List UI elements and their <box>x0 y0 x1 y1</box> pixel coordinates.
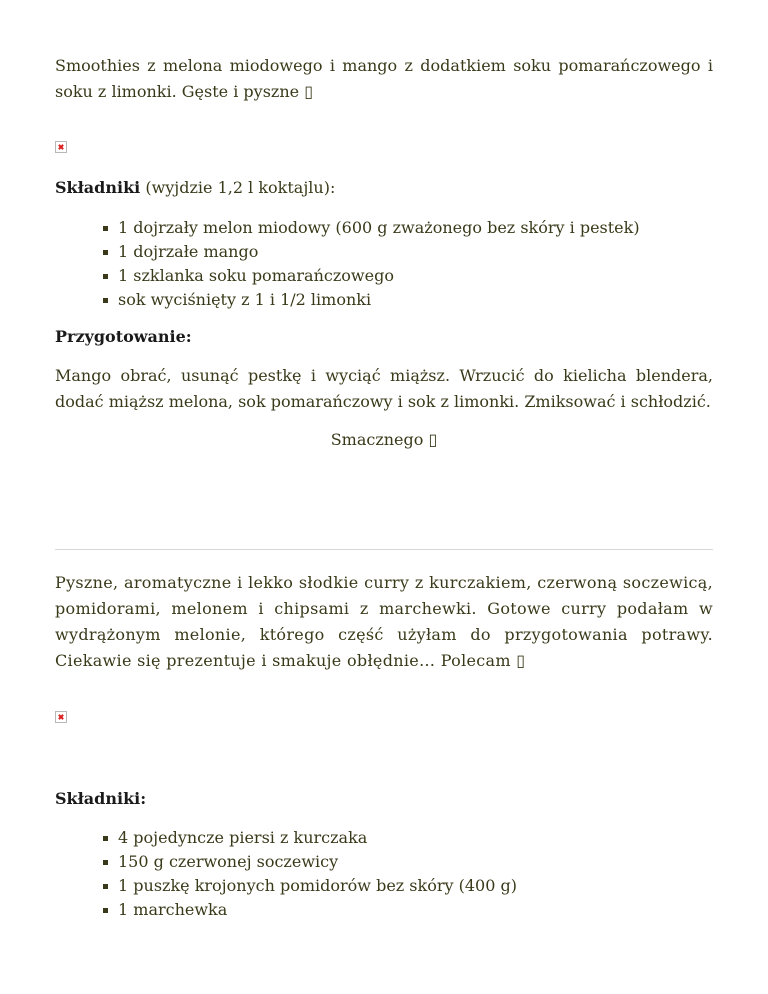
post1-ingredients-note: (wyjdzie 1,2 l koktajlu): <box>140 178 336 197</box>
post1-ingredients-label: Składniki <box>55 178 141 197</box>
broken-image-icon <box>55 141 67 153</box>
post1-ingredients-heading <box>55 175 713 201</box>
list-item: 1 dojrzałe mango <box>103 240 640 264</box>
post2-intro: Pyszne, aromatyczne i lekko słodkie curry z kurczakiem, czerwoną soczewicą, pomidorami, melonem i chipsami z marchewki. Gotowe curry podałam w wydrążonym melonie, którego część użyłam do przygotowania potrawy. Ciekawie się prezentuje i smakuje obłędnie… Polecam ▯ <box>55 573 713 670</box>
broken-image-icon <box>55 711 67 723</box>
post1-intro: Smoothies z melona miodowego i mango z dodatkiem soku pomarańczowego i soku z limonki. Gęste i pyszne ▯ <box>55 56 713 101</box>
list-item: sok wyciśnięty z 1 i 1/2 limonki <box>103 288 640 312</box>
post2-ingredients-label: Składniki: <box>55 789 147 808</box>
post2-ingredients-list <box>103 826 517 922</box>
post1-preparation-label: Przygotowanie: <box>55 327 192 346</box>
list-item: 1 marchewka <box>103 898 517 922</box>
list-item: 1 szklanka soku pomarańczowego <box>103 264 640 288</box>
list-item: 4 pojedyncze piersi z kurczaka <box>103 826 517 850</box>
post1-closing: Smacznego ▯ <box>330 430 438 449</box>
post1-preparation: Mango obrać, usunąć pestkę i wyciąć miąższ. Wrzucić do kielicha blendera, dodać miąższ melona, sok pomarańczowy i sok z limonki. Zmiksować i schłodzić. <box>55 366 713 411</box>
list-item: 150 g czerwonej soczewicy <box>103 850 517 874</box>
list-item: 1 puszkę krojonych pomidorów bez skóry (400 g) <box>103 874 517 898</box>
divider <box>55 549 713 550</box>
post1-ingredients-list <box>103 216 640 312</box>
list-item: 1 dojrzały melon miodowy (600 g zważonego bez skóry i pestek) <box>103 216 640 240</box>
